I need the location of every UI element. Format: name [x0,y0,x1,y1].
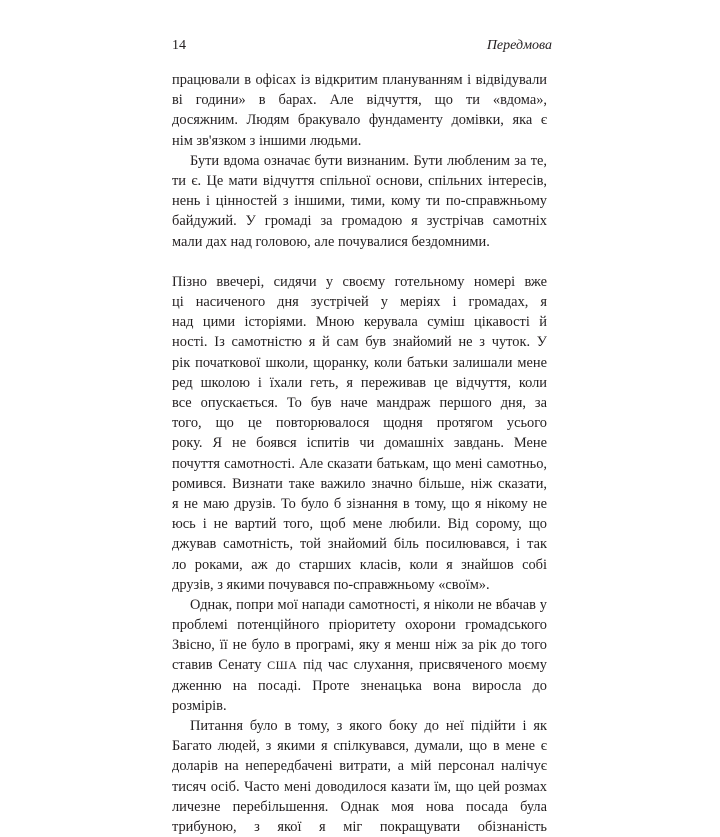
text-line: рік початкової школи, щоранку, коли батьки залишали мене [172,354,547,371]
text-line: ві години» в барах. Але відчуття, що ти «вдома», [172,92,547,109]
text-line: юсь і не вартий того, щоб мене любили. Від сорому, що [172,516,547,533]
text-line: ності. Із самотністю я й сам був знайомий не з чуток. У [172,334,547,351]
text-line: личезне перебільшення. Однак моя нова посада була [172,798,547,815]
text-line: джував самотність, той знайомий біль посилювався, і так [172,536,547,553]
text-line: тисяч осіб. Часто мені доводилося казати їм, що цей розмах [172,778,547,795]
text-line: ти є. Це мати відчуття спільної основи, спільних інтересів, [172,172,547,189]
text-line: розмірів. [172,697,227,714]
text-line: досяжним. Людям бракувало фундаменту домівки, яка є [172,112,547,129]
text-line: працювали в офісах із відкритим плануванням і відвідували [172,72,547,88]
text-line: нім зв'язком з іншими людьми. [172,132,362,149]
text-line: дженню на посаді. Проте зненацька вона виросла до [172,677,547,694]
text-line: доларів на непередбачені витрати, а мій персонал налічує [172,758,547,775]
text-line: я не маю друзів. То було б зізнання в тому, що я нікому не [172,495,547,512]
text-line: мали дах над головою, але почувалися бездомними. [172,233,490,250]
text-line: ред школою і їхали геть, я переживав це відчуття, коли [172,374,547,391]
text-line: трибуною, з якої я міг покращувати обізнаність [172,818,547,835]
text-line: Питання було в тому, з якого боку до неї підійти і як [190,718,547,734]
text-line: нень і цінностей з іншими, тими, кому ти по-справжньому [172,193,547,210]
body-text [172,70,547,837]
text-line: Звісно, її не було в програмі, яку я менш ніж за рік до того [172,637,547,654]
text-line: того, що це повторювалося щодня протягом усього [172,415,547,432]
text-line: ці насиченого дня зустрічей у меріях і громадах, я [172,294,547,311]
text-line: ло роками, аж до старших класів, коли я знайшов собі [172,556,547,573]
text-line: Багато людей, з якими я спілкувався, думали, що в мене є [172,738,547,755]
text-line: проблемі потенційного пріоритету охорони громадського [172,617,547,634]
text-line: Однак, попри мої напади самотності, я ніколи не вбачав у [190,596,547,613]
text-line: друзів, з якими почувався по-справжньому «своїм». [172,576,490,593]
page-number: 14 [172,38,186,53]
text-line: все опускається. То був наче мандраж першого дня, за [172,395,547,411]
text-line: над цими історіями. Мною керувала суміш цікавості й [172,314,547,331]
text-line: почуття самотності. Але сказати батькам, що мені самотньо, [172,455,547,472]
running-title: Передмова [486,38,552,53]
text-line: ставив Сенату США під час слухання, присвяченого моєму [172,657,547,674]
text-line: року. Я не боявся іспитів чи домашніх завдань. Мене [172,435,547,452]
abbreviation: США [267,658,298,673]
section-break [172,252,547,272]
text-line: Бути вдома означає бути визнаним. Бути любленим за те, [190,152,547,169]
text-line: Пізно ввечері, сидячи у своєму готельному номері вже [172,273,547,290]
text-line: ромився. Визнати таке важило значно більше, ніж сказати, [172,475,547,492]
text-line: байдужий. У громаді за громадою я зустрічав самотніх [172,213,547,230]
